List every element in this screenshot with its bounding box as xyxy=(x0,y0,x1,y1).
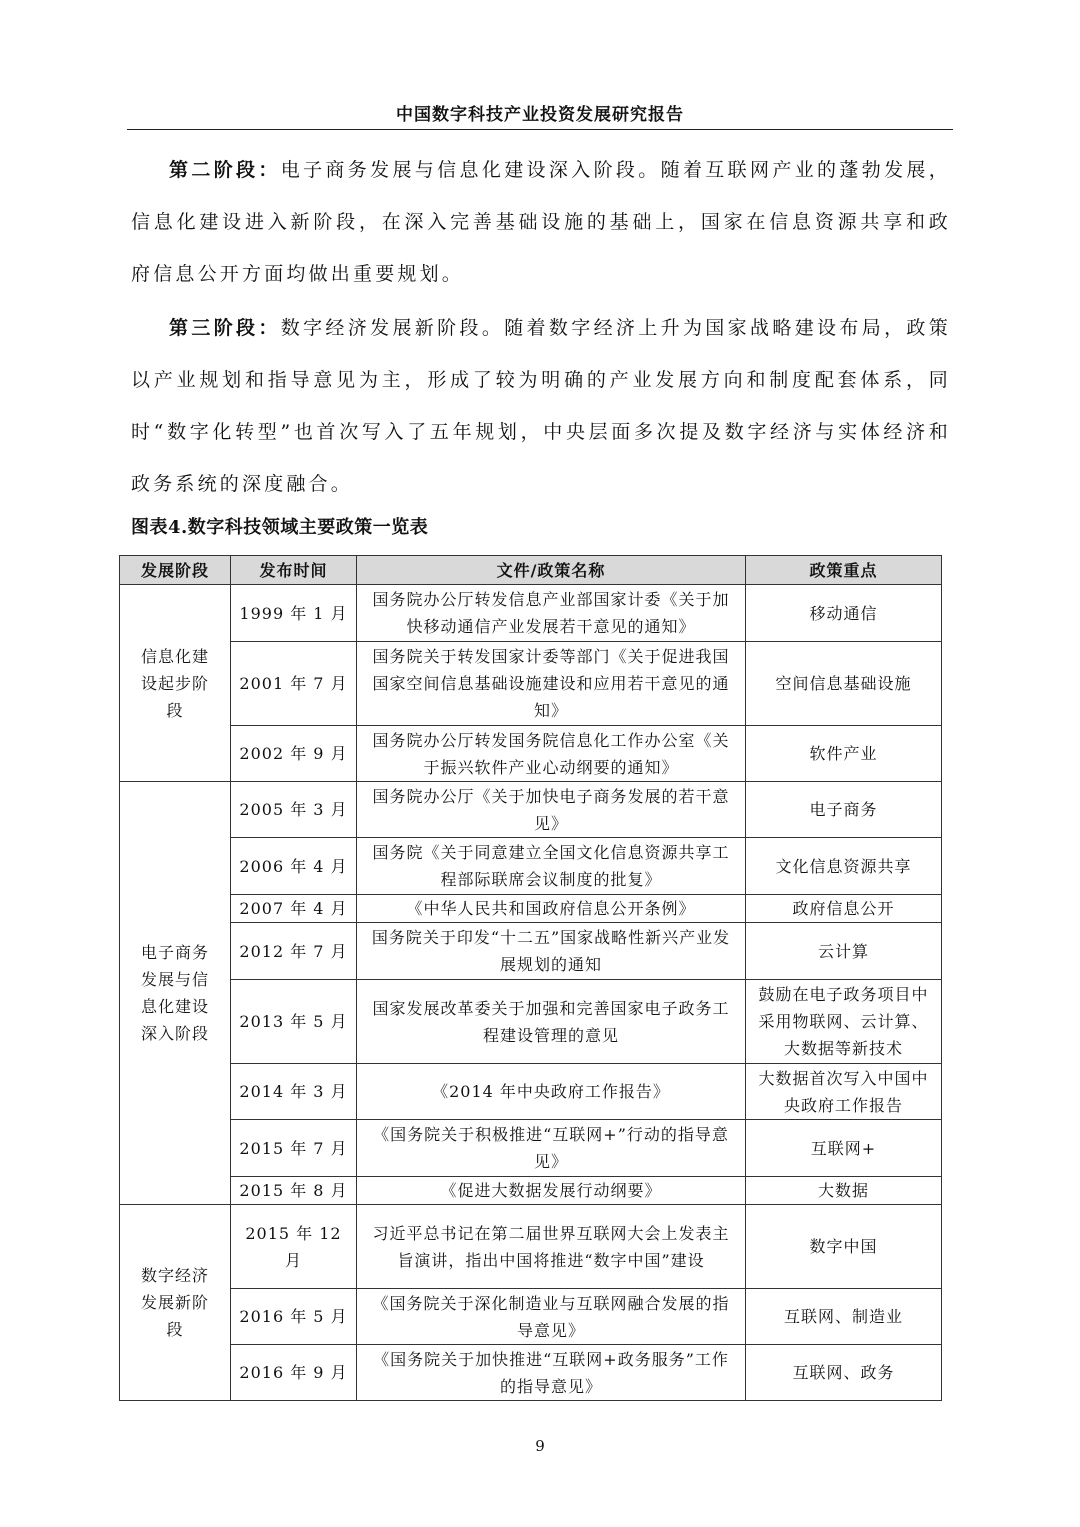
document-cell: 国务院办公厅《关于加快电子商务发展的若干意见》 xyxy=(357,782,746,838)
table-row xyxy=(120,895,942,923)
table-row xyxy=(120,1120,942,1177)
focus-cell: 移动通信 xyxy=(746,585,942,642)
table-row xyxy=(120,923,942,980)
document-cell: 国务院关于转发国家计委等部门《关于促进我国国家空间信息基础设施建设和应用若干意见的通知》 xyxy=(357,642,746,726)
paragraph-text: 电子商务发展与信息化建设深入阶段。随着互联网产业的蓬勃发展，信息化建设进入新阶段，在深入完善基础设施的基础上，国家在信息资源共享和政府信息公开方面均做出重要规划。 xyxy=(131,159,951,285)
document-cell: 国务院关于印发“十二五”国家战略性新兴产业发展规划的通知 xyxy=(357,923,746,980)
col-header-focus: 政策重点 xyxy=(746,556,942,585)
figure-title: 图表4.数字科技领域主要政策一览表 xyxy=(131,517,429,538)
col-header-stage: 发展阶段 xyxy=(120,556,231,585)
table-row xyxy=(120,1177,942,1205)
date-cell: 2007 年 4 月 xyxy=(231,895,357,923)
document-cell: 《国务院关于加快推进“互联网+政务服务”工作的指导意见》 xyxy=(357,1345,746,1401)
page-header-title: 中国数字科技产业投资发展研究报告 xyxy=(396,105,684,125)
date-cell: 2005 年 3 月 xyxy=(231,782,357,838)
table-row xyxy=(120,642,942,726)
focus-cell: 政府信息公开 xyxy=(746,895,942,923)
table-row xyxy=(120,726,942,782)
paragraph-stage-two xyxy=(131,144,951,300)
stage-cell: 数字经济发展新阶段 xyxy=(120,1205,231,1401)
paragraph-text: 数字经济发展新阶段。随着数字经济上升为国家战略建设布局，政策以产业规划和指导意见为主，形成了较为明确的产业发展方向和制度配套体系，同时“数字化转型”也首次写入了五年规划，中央层面多次提及数字经济与实体经济和政务系统的深度融合。 xyxy=(131,317,951,495)
date-cell: 1999 年 1 月 xyxy=(231,585,357,642)
focus-cell: 大数据 xyxy=(746,1177,942,1205)
stage-cell: 信息化建设起步阶段 xyxy=(120,585,231,782)
focus-cell: 数字中国 xyxy=(746,1205,942,1289)
date-cell: 2016 年 9 月 xyxy=(231,1345,357,1401)
date-cell: 2015 年 7 月 xyxy=(231,1120,357,1177)
date-cell: 2006 年 4 月 xyxy=(231,838,357,895)
date-cell: 2015 年 12 月 xyxy=(231,1205,357,1289)
document-cell: 国务院《关于同意建立全国文化信息资源共享工程部际联席会议制度的批复》 xyxy=(357,838,746,895)
table-row xyxy=(120,1345,942,1401)
document-cell: 国务院办公厅转发国务院信息化工作办公室《关于振兴软件产业心动纲要的通知》 xyxy=(357,726,746,782)
col-header-document: 文件/政策名称 xyxy=(357,556,746,585)
paragraph-stage-three xyxy=(131,302,951,510)
focus-cell: 软件产业 xyxy=(746,726,942,782)
date-cell: 2002 年 9 月 xyxy=(231,726,357,782)
document-cell: 《2014 年中央政府工作报告》 xyxy=(357,1064,746,1120)
table-row xyxy=(120,1064,942,1120)
table-row xyxy=(120,980,942,1064)
document-cell: 国务院办公厅转发信息产业部国家计委《关于加快移动通信产业发展若干意见的通知》 xyxy=(357,585,746,642)
focus-cell: 互联网、政务 xyxy=(746,1345,942,1401)
paragraph-lead: 第二阶段： xyxy=(169,159,281,181)
date-cell: 2014 年 3 月 xyxy=(231,1064,357,1120)
date-cell: 2015 年 8 月 xyxy=(231,1177,357,1205)
table-row xyxy=(120,1289,942,1345)
document-cell: 《中华人民共和国政府信息公开条例》 xyxy=(357,895,746,923)
focus-cell: 文化信息资源共享 xyxy=(746,838,942,895)
paragraph-lead: 第三阶段： xyxy=(169,317,281,339)
focus-cell: 电子商务 xyxy=(746,782,942,838)
focus-cell: 云计算 xyxy=(746,923,942,980)
date-cell: 2012 年 7 月 xyxy=(231,923,357,980)
focus-cell: 互联网、制造业 xyxy=(746,1289,942,1345)
table-row xyxy=(120,585,942,642)
table-row xyxy=(120,1205,942,1289)
table-row xyxy=(120,782,942,838)
body-text xyxy=(131,144,951,512)
document-cell: 《国务院关于积极推进“互联网+”行动的指导意见》 xyxy=(357,1120,746,1177)
date-cell: 2001 年 7 月 xyxy=(231,642,357,726)
document-cell: 国家发展改革委关于加强和完善国家电子政务工程建设管理的意见 xyxy=(357,980,746,1064)
table-row xyxy=(120,838,942,895)
policy-table xyxy=(119,555,942,1401)
table-header-row xyxy=(120,556,942,585)
document-cell: 《国务院关于深化制造业与互联网融合发展的指导意见》 xyxy=(357,1289,746,1345)
col-header-date: 发布时间 xyxy=(231,556,357,585)
document-cell: 习近平总书记在第二届世界互联网大会上发表主旨演讲，指出中国将推进“数字中国”建设 xyxy=(357,1205,746,1289)
focus-cell: 大数据首次写入中国中央政府工作报告 xyxy=(746,1064,942,1120)
focus-cell: 互联网+ xyxy=(746,1120,942,1177)
date-cell: 2016 年 5 月 xyxy=(231,1289,357,1345)
focus-cell: 空间信息基础设施 xyxy=(746,642,942,726)
page-number: 9 xyxy=(535,1437,545,1455)
date-cell: 2013 年 5 月 xyxy=(231,980,357,1064)
stage-cell: 电子商务发展与信息化建设深入阶段 xyxy=(120,782,231,1205)
document-cell: 《促进大数据发展行动纲要》 xyxy=(357,1177,746,1205)
header-rule xyxy=(127,129,953,130)
focus-cell: 鼓励在电子政务项目中采用物联网、云计算、大数据等新技术 xyxy=(746,980,942,1064)
